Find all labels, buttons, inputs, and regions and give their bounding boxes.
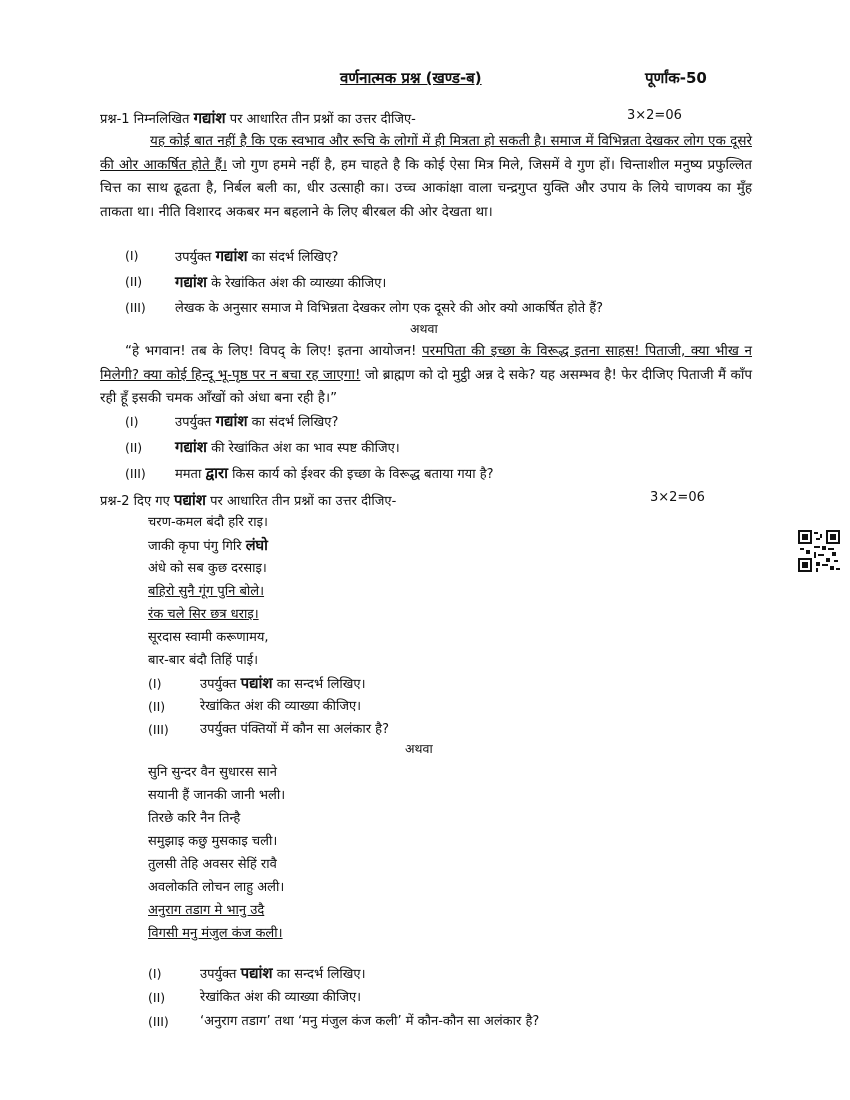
poem-line: रंक चले सिर छत्र धराइ। <box>148 607 259 622</box>
q2-keyword: पद्यांश <box>173 491 206 509</box>
q2-question-number: (III) <box>148 722 169 737</box>
q2-instruction: पर आधारित तीन प्रश्नों का उत्तर दीजिए- <box>210 494 397 509</box>
alt-poem-line: अवलोकति लोचन लाहु अली। <box>148 880 285 895</box>
alt-poem-line: सुनि सुन्दर वैन सुधारस साने <box>148 765 277 780</box>
poem-line: अंधे को सब कुछ दरसाइ। <box>148 561 267 576</box>
q2-question-3: उपर्युक्त पंक्तियों में कौन सा अलंकार है? <box>200 722 389 737</box>
q2-alt-question-1: उपर्युक्त पद्यांश का सन्दर्भ लिखिए। <box>200 964 366 982</box>
q1-instruction: पर आधारित तीन प्रश्नों का उत्तर दीजिए- <box>229 112 416 127</box>
poem-line: बहिरो सुनै गूंग पुनि बोले। <box>148 584 265 599</box>
q1-question-number: (III) <box>125 300 146 315</box>
q2-alt-question-3: ‘अनुराग तडाग’ तथा ‘मनु मंजुल कंज कली’ में कौन-कौन सा अलंकार है? <box>200 1014 540 1029</box>
q1-alt-underlined-text: परमपिता की इच्छा के विरूद्ध इतना साहस! पिताजी, क्या भीख न मिलेगी? क्या कोई हिन्दू भू-पृष्ठ पर न बचा रह जाएगा! <box>100 343 752 383</box>
q1-alt-question-number: (III) <box>125 466 146 481</box>
q2-alt-question-number: (III) <box>148 1014 169 1029</box>
q2-alt-question-number: (II) <box>148 990 166 1005</box>
q2-or-label: अथवा <box>405 741 433 756</box>
q2-question-number: (II) <box>148 699 166 714</box>
qr-code-icon <box>798 530 840 572</box>
alt-poem-line: विगसी मनु मंजुल कंज कली। <box>148 926 283 941</box>
q1-passage-text: जो गुण हममे नहीं है, हम चाहते है कि कोई ऐसा मित्र मिले, जिसमें वे गुण हों। चिन्ताशील मनुष्य प्रफुल्लित चित्त का साथ ढूढता है, निर्बल बली का, धीर उत्साही का। उच्च आकांक्षा वाला चन्द्रगुप्त युक्ति और उपाय के लिये चाणक्य का मुँह ताकता था। नीति विशारद अकबर मन बहलाने के लिए बीरबल की ओर देखता था। <box>100 156 752 220</box>
alt-poem-line: समुझाइ कछु मुसकाइ चली। <box>148 834 278 849</box>
q2-question-number: (I) <box>148 676 162 691</box>
poem-line: जाकी कृपा पंगु गिरि लंघो <box>148 538 268 554</box>
q1-alt-question-number: (I) <box>125 414 139 429</box>
q1-keyword: गद्यांश <box>193 109 226 127</box>
q1-label: प्रश्न-1 निम्नलिखित <box>100 112 190 127</box>
q2-marks: 3×2=06 <box>650 490 705 505</box>
q1-question-number: (I) <box>125 248 139 263</box>
q1-alt-question-3: ममता द्वारा किस कार्य को ईश्वर की इच्छा के विरूद्ध बताया गया है? <box>175 464 494 482</box>
q1-alt-question-number: (II) <box>125 440 143 455</box>
q1-alt-text-1: “हे भगवान! तब के लिए! विपद् के लिए! इतना आयोजन! <box>125 343 422 359</box>
q2-question-2: रेखांकित अंश की व्याख्या कीजिए। <box>200 699 362 714</box>
q2-label: प्रश्न-2 दिए गए <box>100 494 170 509</box>
alt-poem-line: सयानी हैं जानकी जानी भली। <box>148 788 286 803</box>
q2-question-1: उपर्युक्त पद्यांश का सन्दर्भ लिखिए। <box>200 674 366 692</box>
q2-alt-question-2: रेखांकित अंश की व्याख्या कीजिए। <box>200 990 362 1005</box>
poem-line: सूरदास स्वामी करूणामय, <box>148 630 269 645</box>
poem-line: चरण-कमल बंदौ हरि राइ। <box>148 515 268 530</box>
max-marks: पूर्णांक-50 <box>645 69 707 87</box>
alt-poem-line: अनुराग तडाग मे भानु उदै <box>148 903 265 918</box>
q1-question-3: लेखक के अनुसार समाज मे विभिन्नता देखकर लोग एक दूसरे की ओर क्यो आकर्षित होते हैं? <box>175 301 604 316</box>
q1-underlined-text: यह कोई बात नहीं है कि एक स्वभाव और रूचि के लोगों में ही मित्रता हो सकती है। समाज में विभिन्नता देखकर लोग एक दूसरे की ओर आकर्षित होते हैं। <box>100 133 752 173</box>
q1-question-2: गद्यांश के रेखांकित अंश की व्याख्या कीजिए। <box>175 273 387 291</box>
q1-alt-passage <box>100 340 752 411</box>
q1-alt-question-2: गद्यांश की रेखांकित अंश का भाव स्पष्ट कीजिए। <box>175 438 400 456</box>
alt-poem-line: तुलसी तेहि अवसर सेहिं रावै <box>148 857 277 872</box>
poem-line: बार-बार बंदौ तिहिं पाई। <box>148 653 259 668</box>
alt-poem-line: तिरछे करि नैन तिन्है <box>148 811 241 826</box>
q1-question-number: (II) <box>125 274 143 289</box>
section-title: वर्णनात्मक प्रश्न (खण्ड-ब) <box>340 69 482 87</box>
q1-question-1: उपर्युक्त गद्यांश का संदर्भ लिखिए? <box>175 247 339 265</box>
q1-alt-text-2: जो ब्राह्मण को दो मुट्ठी अन्न दे सके? यह असम्भव है! फेर दीजिए पिताजी मैं काँप रही हूँ इसकी चमक आँखों को अंधा बना रही है।” <box>100 366 752 406</box>
q2-heading <box>100 490 396 510</box>
q1-passage <box>100 130 752 224</box>
q1-alt-question-1: उपर्युक्त गद्यांश का संदर्भ लिखिए? <box>175 412 339 430</box>
q2-alt-question-number: (I) <box>148 966 162 981</box>
q1-heading <box>100 108 416 128</box>
q1-or-label: अथवा <box>410 321 438 336</box>
q1-marks: 3×2=06 <box>627 108 682 123</box>
